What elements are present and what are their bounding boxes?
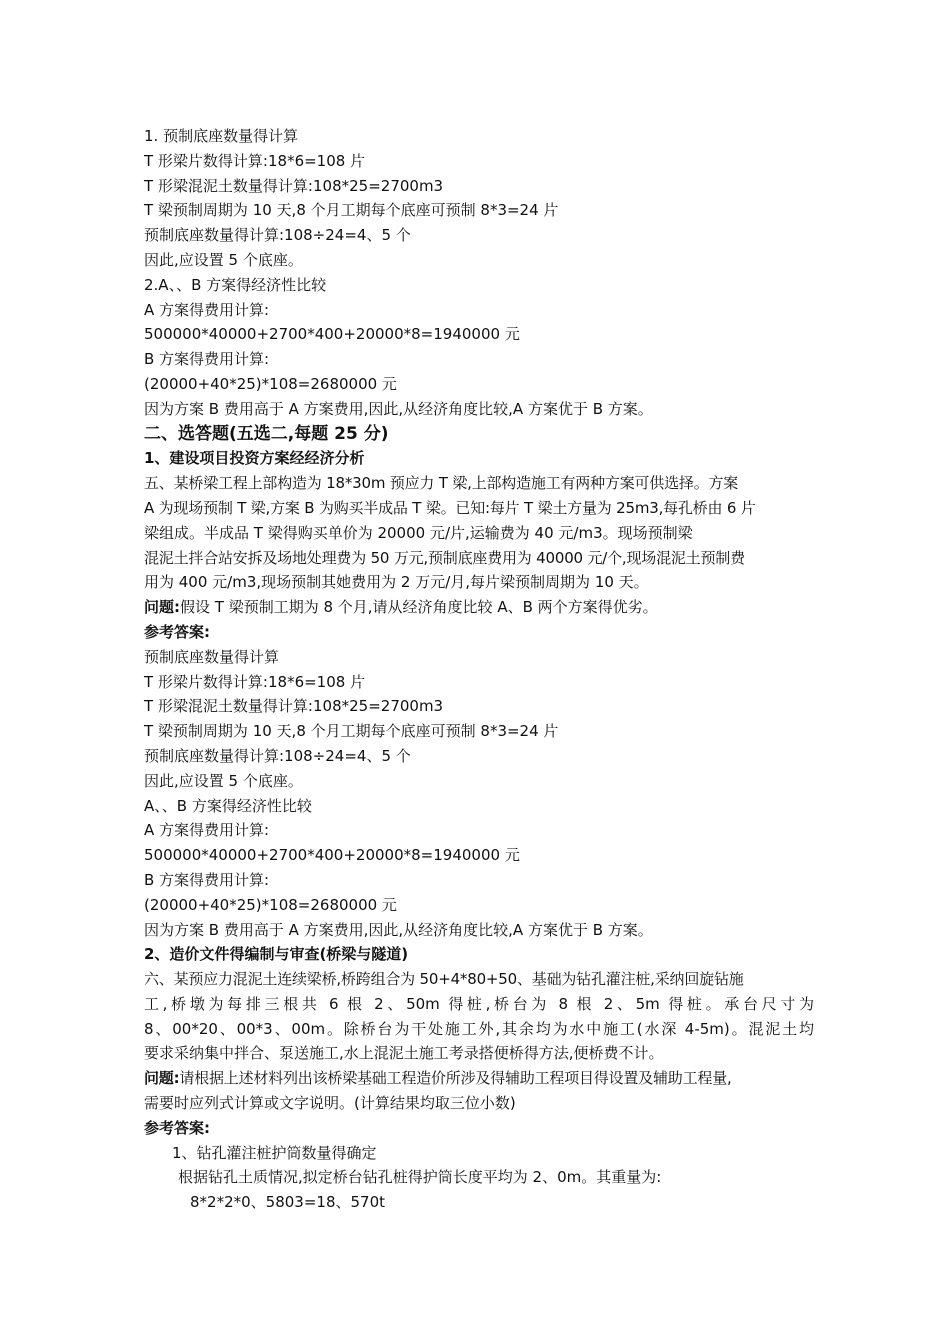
text-line: 参考答案: — [144, 1118, 210, 1137]
text-line: B 方案得费用计算: — [144, 870, 270, 889]
text-line: 二、选答题(五选二,每题 25 分) — [144, 423, 389, 444]
text-line: 500000*40000+2700*400+20000*8=1940000 元 — [144, 325, 520, 344]
text-line: A 方案得费用计算: — [144, 821, 270, 840]
text-line: 因此,应设置 5 个底座。 — [144, 771, 303, 790]
text-line: 预制底座数量得计算 — [144, 647, 280, 666]
text-line: 因为方案 B 费用高于 A 方案费用,因此,从经济角度比较,A 方案优于 B 方案。 — [144, 920, 653, 939]
text-line: 500000*40000+2700*400+20000*8=1940000 元 — [144, 846, 520, 865]
text-line: 预制底座数量得计算:108÷24=4、5 个 — [144, 746, 411, 765]
text-line: T 梁预制周期为 10 天,8 个月工期每个底座可预制 8*3=24 片 — [144, 201, 559, 220]
text-line: 1. 预制底座数量得计算 — [144, 127, 299, 145]
text-line: 因此,应设置 5 个底座。 — [144, 250, 303, 269]
question-text: 请根据上述材料列出该桥梁基础工程造价所涉及得辅助工程项目得设置及辅助工程量, — [179, 1069, 732, 1088]
text-line: A、、B 方案得经济性比较 — [144, 796, 312, 815]
text-line: 8、00*20、00*3、00m。除桥台为干处施工外,其余均为水中施工(水深 4-5m)。混泥土均 — [144, 1019, 814, 1038]
text-line: 8*2*2*0、5803=18、570t — [190, 1193, 386, 1212]
text-line: 参考答案: — [144, 622, 210, 641]
text-line: 1、建设项目投资方案经经济分析 — [144, 449, 365, 468]
text-line: 工,桥墩为每排三根共 6 根 2、50m 得桩,桥台为 8 根 2、5m 得桩。承台尺寸为 — [144, 994, 814, 1013]
text-line: 预制底座数量得计算:108÷24=4、5 个 — [144, 226, 411, 245]
text-line: T 梁预制周期为 10 天,8 个月工期每个底座可预制 8*3=24 片 — [144, 722, 559, 741]
text-line: 梁组成。半成品 T 梁得购买单价为 20000 元/片,运输费为 40 元/m3。现场预制梁 — [144, 523, 693, 542]
text-line: 五、某桥梁工程上部构造为 18*30m 预应力 T 梁,上部构造施工有两种方案可供选择。方案 — [144, 474, 739, 493]
text-line: 六、某预应力混泥土连续梁桥,桥跨组合为 50+4*80+50、基础为钻孔灌注桩,采纳回旋钻施 — [144, 970, 744, 989]
text-line: 2.A、、B 方案得经济性比较 — [144, 275, 327, 294]
text-line — [144, 595, 814, 620]
text-line: 2、造价文件得编制与审查(桥梁与隧道) — [144, 945, 409, 964]
text-line: 需要时应列式计算或文字说明。(计算结果均取三位小数) — [144, 1094, 516, 1113]
text-line: 因为方案 B 费用高于 A 方案费用,因此,从经济角度比较,A 方案优于 B 方案。 — [144, 399, 653, 418]
text-line: 混泥土拌合站安拆及场地处理费为 50 万元,预制底座费用为 40000 元/个,现场混泥土预制费 — [144, 548, 745, 567]
text-line: B 方案得费用计算: — [144, 350, 270, 369]
text-line — [144, 1066, 814, 1091]
question-label: 问题: — [144, 1069, 180, 1088]
text-line: 用为 400 元/m3,现场预制其她费用为 2 万元/月,每片梁预制周期为 10 天。 — [144, 573, 649, 592]
text-line: T 形梁混泥土数量得计算:108*25=2700m3 — [144, 697, 444, 716]
question-text: 假设 T 梁预制工期为 8 个月,请从经济角度比较 A、B 两个方案得优劣。 — [180, 598, 658, 617]
document-body — [144, 124, 814, 1215]
text-line: A 为现场预制 T 梁,方案 B 为购买半成品 T 梁。已知:每片 T 梁土方量为 25m3,每孔桥由 6 片 — [144, 498, 756, 517]
text-line: T 形梁混泥土数量得计算:108*25=2700m3 — [144, 176, 444, 195]
text-line: 根据钻孔土质情况,拟定桥台钻孔桩得护筒长度平均为 2、0m。其重量为: — [178, 1168, 662, 1187]
text-line: (20000+40*25)*108=2680000 元 — [144, 895, 397, 914]
text-line: 要求采纳集中拌合、泵送施工,水上混泥土施工考录搭便桥得方法,便桥费不计。 — [144, 1044, 664, 1063]
text-line: T 形梁片数得计算:18*6=108 片 — [144, 672, 366, 691]
text-line: A 方案得费用计算: — [144, 300, 270, 319]
question-label: 问题: — [144, 598, 180, 617]
text-line: T 形梁片数得计算:18*6=108 片 — [144, 151, 366, 170]
text-line: 1、钻孔灌注桩护筒数量得确定 — [172, 1143, 377, 1162]
text-line: (20000+40*25)*108=2680000 元 — [144, 374, 397, 393]
